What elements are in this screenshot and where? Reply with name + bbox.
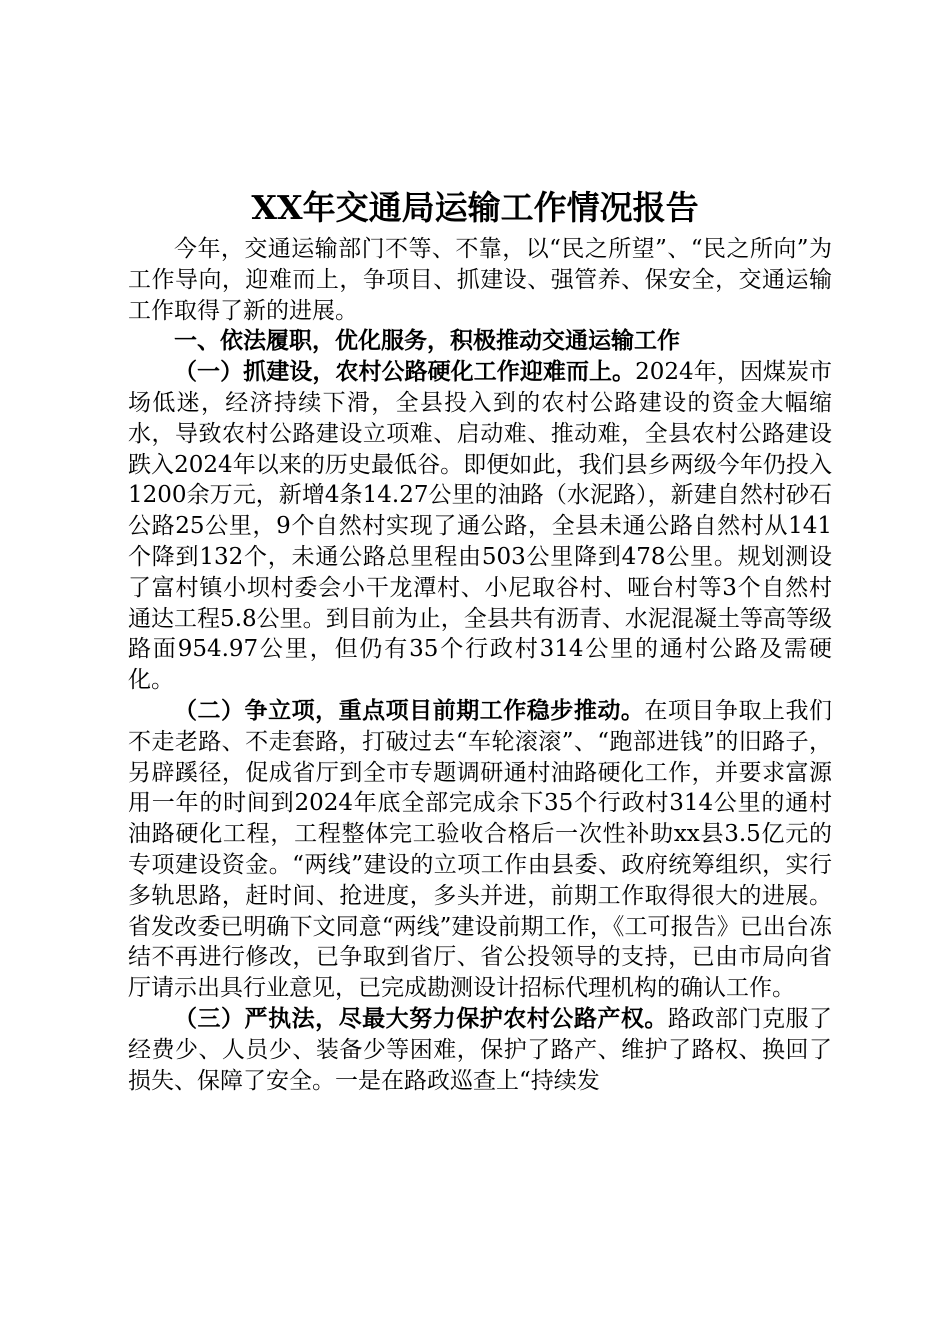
item-text-3: 路政部门克服了经费少、人员少、装备少等困难，保护了路产、维护了路权、换回了损失、保障了安全。一是在路政巡查上“持续发 xyxy=(128,1005,833,1094)
item-lead-1: （一）抓建设，农村公路硬化工作迎难而上。 xyxy=(174,358,636,386)
item-paragraph-1 xyxy=(128,357,832,696)
intro-paragraph: 今年，交通运输部门不等、不靠，以“民之所望”、“民之所向”为工作导向，迎难而上，争项目、抓建设、强管养、保安全，交通运输工作取得了新的进展。 xyxy=(128,236,832,324)
item-lead-3: （三）严执法，尽最大努力保护农村公路产权。 xyxy=(174,1004,668,1032)
document-body xyxy=(128,234,832,1096)
item-paragraph-2 xyxy=(128,696,832,1004)
document-title: XX年交通局运输工作情况报告 xyxy=(251,188,699,227)
item-lead-2: （二）争立项，重点项目前期工作稳步推动。 xyxy=(174,696,645,724)
item-text-2: 在项目争取上我们不走老路、不走套路，打破过去“车轮滚滚”、“跑部进钱”的旧路子，另辟蹊径，促成省厅到全市专题调研通村油路硬化工作，并要求富源用一年的时间到2024年底全部完成余下35个行政村314公里的通村油路硬化工程，工程整体完工验收合格后一次性补助xx县3.5亿元的专项建设资金。“两线”建设的立项工作由县委、政府统筹组织，实行多轨思路，赶时间、抢进度，多头并进，前期工作取得很大的进展。省发改委已明确下文同意“两线”建设前期工作，《工可报告》已出台冻结不再进行修改，已争取到省厅、省公投领导的支持，已由市局向省厅请示出具行业意见，已完成勘测设计招标代理机构的确认工作。 xyxy=(128,697,833,1002)
item-paragraph-3 xyxy=(128,1004,832,1096)
section-heading: 一、依法履职，优化服务，积极推动交通运输工作 xyxy=(174,327,680,355)
item-text-1: 2024年，因煤炭市场低迷，经济持续下滑，全县投入到的农村公路建设的资金大幅缩水，导致农村公路建设立项难、启动难、推动难，全县农村公路建设跌入2024年以来的历史最低谷。即便如此，我们县乡两级今年仍投入1200余万元，新增4条14.27公里的油路（水泥路），新建自然村砂石公路25公里，9个自然村实现了通公路，全县未通公路自然村从141个降到132个，未通公路总里程由503公里降到478公里。规划测设了富村镇小坝村委会小干龙潭村、小尼取谷村、哑台村等3个自然村通达工程5.8公里。到目前为止，全县共有沥青、水泥混凝土等高等级路面954.97公里，但仍有35个行政村314公里的通村公路及需硬化。 xyxy=(128,359,832,694)
